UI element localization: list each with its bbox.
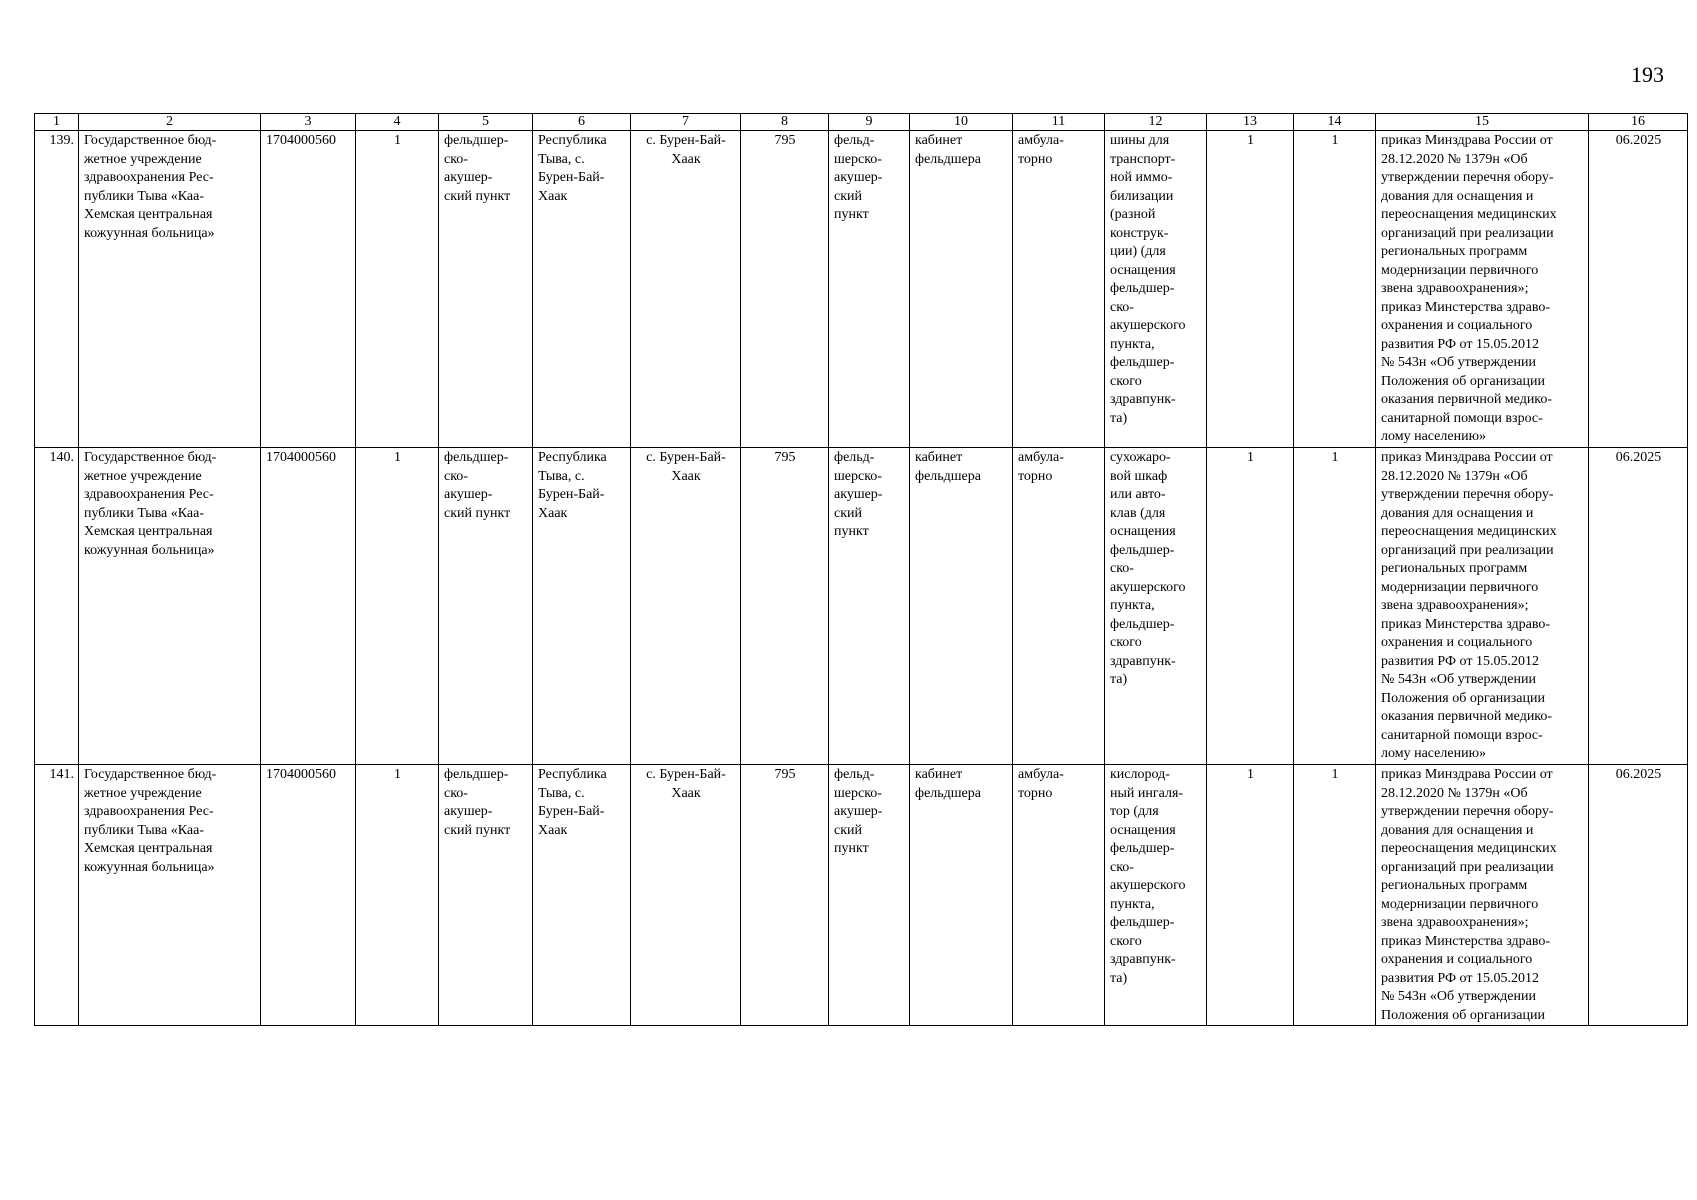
organization-name: Государственное бюд- жетное учреждение здравоохранения Рес- публики Тыва «Каа- Хемская центральная кожуунная больница» [79,448,261,765]
col-header-5: 5 [439,114,533,131]
col-header-9: 9 [829,114,910,131]
organization-name: Государственное бюд- жетное учреждение здравоохранения Рес- публики Тыва «Каа- Хемская центральная кожуунная больница» [79,765,261,1026]
room-cell: кабинет фельдшера [910,448,1013,765]
organization-name: Государственное бюд- жетное учреждение здравоохранения Рес- публики Тыва «Каа- Хемская центральная кожуунная больница» [79,131,261,448]
care-mode-cell: амбула- торно [1013,131,1105,448]
col-header-6: 6 [533,114,631,131]
col-header-14: 14 [1294,114,1376,131]
legal-basis-cell: приказ Минздрава России от 28.12.2020 № 1379н «Об утверждении перечня обору- дования для оснащения и переоснащения медицинских организаций при реализации региональных программ модернизации первичного звена здравоохранения»; приказ Минстерства здраво- охранения и социального развития РФ от 15.05.2012 № 543н «Об утверждении Положения об организации [1376,765,1589,1026]
col13-cell: 1 [1207,765,1294,1026]
col14-cell: 1 [1294,765,1376,1026]
settlement-cell: с. Бурен-Бай- Хаак [631,765,741,1026]
inn-cell: 1704000560 [261,131,356,448]
col-header-13: 13 [1207,114,1294,131]
col-header-15: 15 [1376,114,1589,131]
address-cell: Республика Тыва, с. Бурен-Бай- Хаак [533,765,631,1026]
population-cell: 795 [741,131,829,448]
population-cell: 795 [741,448,829,765]
equipment-cell: сухожаро- вой шкаф или авто- клав (для оснащения фельдшер- ско- акушерского пункта, фельдшер- ского здравпунк- та) [1105,448,1207,765]
facility-cell: фельд- шерско- акушер- ский пункт [829,448,910,765]
legal-basis-cell: приказ Минздрава России от 28.12.2020 № 1379н «Об утверждении перечня обору- дования для оснащения и переоснащения медицинских организаций при реализации региональных программ модернизации первичного звена здравоохранения»; приказ Минстерства здраво- охранения и социального развития РФ от 15.05.2012 № 543н «Об утверждении Положения об организации оказания первичной медико- санитарной помощи взрос- лому населению» [1376,131,1589,448]
row-number: 139. [35,131,79,448]
col-header-10: 10 [910,114,1013,131]
col13-cell: 1 [1207,131,1294,448]
room-cell: кабинет фельдшера [910,765,1013,1026]
care-mode-cell: амбула- торно [1013,448,1105,765]
col13-cell: 1 [1207,448,1294,765]
table-row [35,448,1688,765]
col-header-3: 3 [261,114,356,131]
date-cell: 06.2025 [1589,131,1688,448]
col14-cell: 1 [1294,448,1376,765]
col4-cell: 1 [356,448,439,765]
address-cell: Республика Тыва, с. Бурен-Бай- Хаак [533,448,631,765]
unit-type-cell: фельдшер- ско- акушер- ский пункт [439,131,533,448]
col4-cell: 1 [356,765,439,1026]
col-header-7: 7 [631,114,741,131]
equipment-cell: шины для транспорт- ной иммо- билизации (разной конструк- ции) (для оснащения фельдшер- ско- акушерского пункта, фельдшер- ского здравпунк- та) [1105,131,1207,448]
room-cell: кабинет фельдшера [910,131,1013,448]
inn-cell: 1704000560 [261,765,356,1026]
page-number: 193 [1631,62,1664,87]
row-number: 140. [35,448,79,765]
unit-type-cell: фельдшер- ско- акушер- ский пункт [439,448,533,765]
unit-type-cell: фельдшер- ско- акушер- ский пункт [439,765,533,1026]
inn-cell: 1704000560 [261,448,356,765]
facility-cell: фельд- шерско- акушер- ский пункт [829,765,910,1026]
equipment-table [34,113,1688,1026]
col4-cell: 1 [356,131,439,448]
equipment-cell: кислород- ный ингаля- тор (для оснащения фельдшер- ско- акушерского пункта, фельдшер- ского здравпунк- та) [1105,765,1207,1026]
facility-cell: фельд- шерско- акушер- ский пункт [829,131,910,448]
care-mode-cell: амбула- торно [1013,765,1105,1026]
settlement-cell: с. Бурен-Бай- Хаак [631,131,741,448]
settlement-cell: с. Бурен-Бай- Хаак [631,448,741,765]
col-header-1: 1 [35,114,79,131]
col-header-12: 12 [1105,114,1207,131]
col-header-16: 16 [1589,114,1688,131]
legal-basis-cell: приказ Минздрава России от 28.12.2020 № 1379н «Об утверждении перечня обору- дования для оснащения и переоснащения медицинских организаций при реализации региональных программ модернизации первичного звена здравоохранения»; приказ Минстерства здраво- охранения и социального развития РФ от 15.05.2012 № 543н «Об утверждении Положения об организации оказания первичной медико- санитарной помощи взрос- лому населению» [1376,448,1589,765]
row-number: 141. [35,765,79,1026]
col-header-8: 8 [741,114,829,131]
population-cell: 795 [741,765,829,1026]
address-cell: Республика Тыва, с. Бурен-Бай- Хаак [533,131,631,448]
date-cell: 06.2025 [1589,448,1688,765]
col-header-11: 11 [1013,114,1105,131]
col14-cell: 1 [1294,131,1376,448]
date-cell: 06.2025 [1589,765,1688,1026]
col-header-4: 4 [356,114,439,131]
table-row [35,765,1688,1026]
table-row [35,131,1688,448]
header-row [35,114,1688,131]
col-header-2: 2 [79,114,261,131]
